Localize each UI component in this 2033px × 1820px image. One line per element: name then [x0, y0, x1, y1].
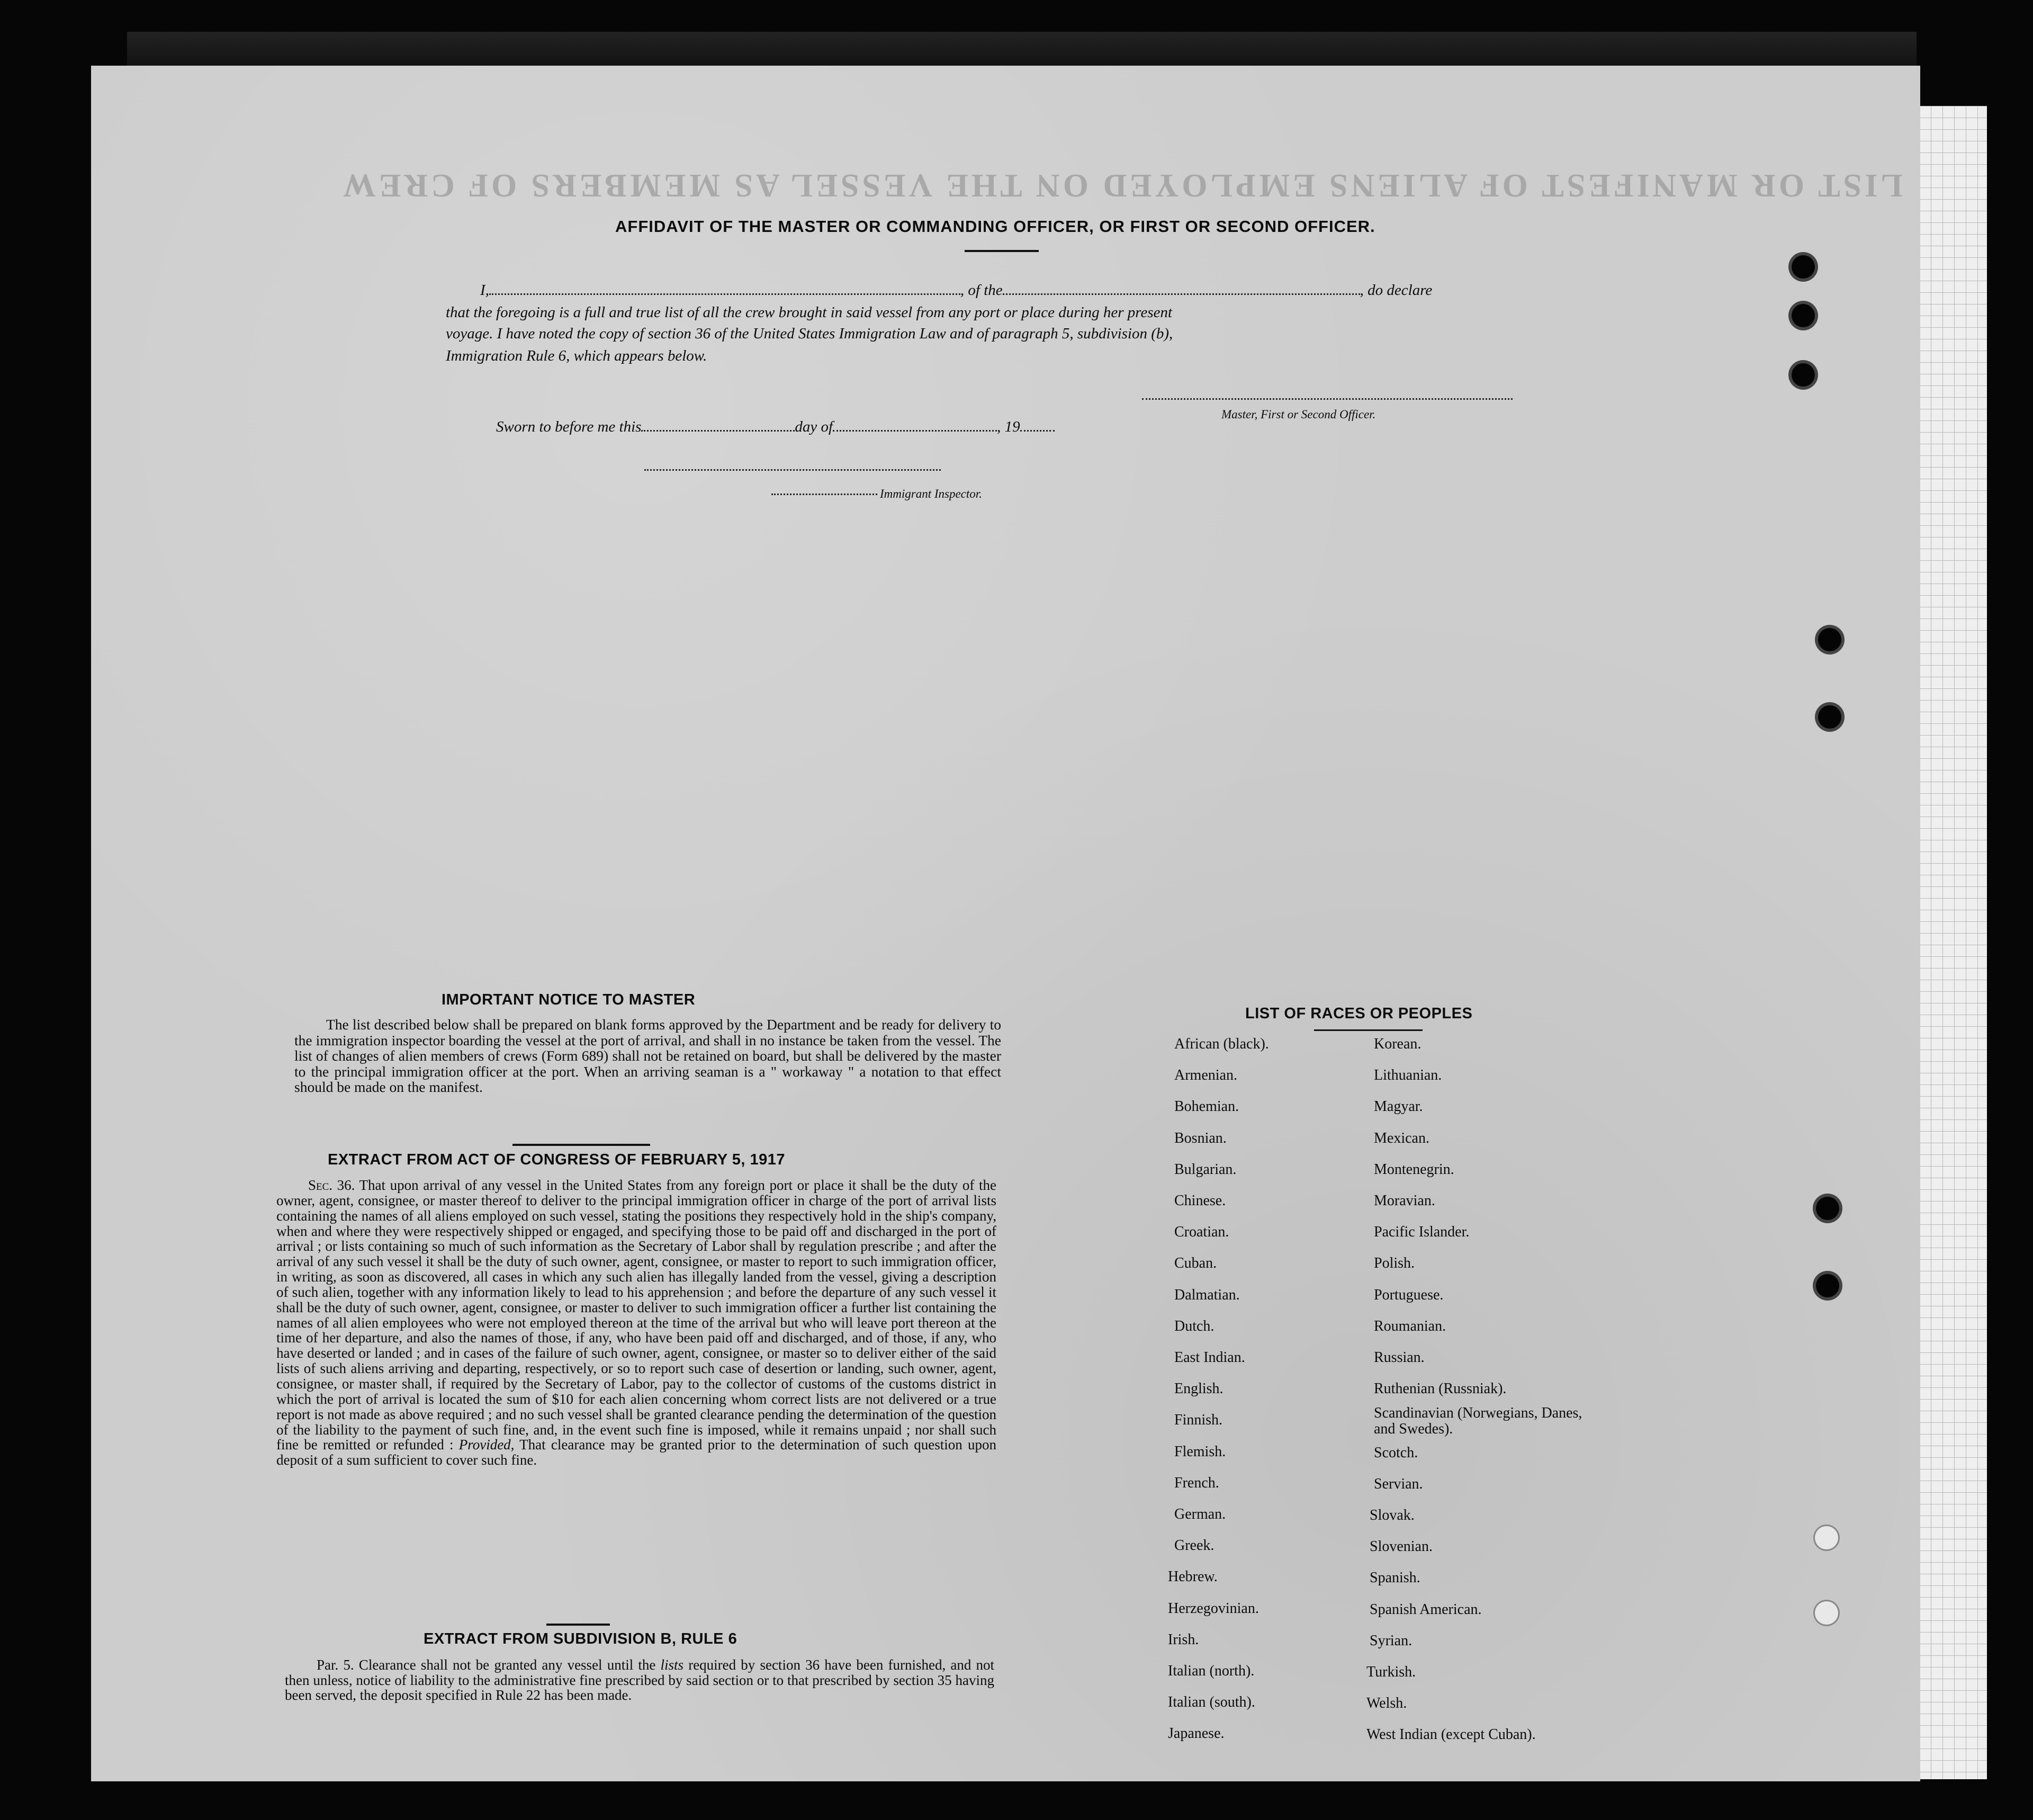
race-item: Greek. [1174, 1537, 1215, 1554]
sworn-line [496, 418, 1055, 436]
affidavit-line-3: voyage. I have noted the copy of section 36 of the United States Immigration Law and of paragraph 5, subdivision (b), [446, 325, 1173, 342]
race-item: Bohemian. [1174, 1098, 1239, 1115]
race-item: Pacific Islander. [1374, 1224, 1470, 1241]
binder-hole [1818, 705, 1841, 729]
affidavit-i: I, [480, 282, 489, 299]
section-rule [512, 1144, 650, 1146]
binder-hole [1792, 363, 1815, 387]
race-item: Cuban. [1174, 1255, 1217, 1272]
title-underline [965, 250, 1039, 252]
proviso-text: That clearance may be granted prior to the determination of such question upon deposit of a sum sufficient to cover such fine. [276, 1437, 997, 1468]
race-item: Flemish. [1174, 1443, 1226, 1460]
act-extract-title: EXTRACT FROM ACT OF CONGRESS OF FEBRUARY 5, 1917 [328, 1151, 786, 1168]
affidavit-line-1 [480, 282, 1432, 299]
race-item: Japanese. [1168, 1725, 1225, 1742]
sworn-year: , 19 [997, 418, 1020, 435]
race-item: Scandinavian (Norwegians, Danes, and Swedes). [1374, 1405, 1582, 1438]
race-item: Mexican. [1374, 1129, 1429, 1146]
race-item: Italian (north). [1168, 1663, 1255, 1679]
race-item: Lithuanian. [1374, 1067, 1442, 1084]
vessel-blank [1003, 293, 1360, 295]
binder-hole [1815, 1601, 1838, 1625]
binder-hole [1815, 1526, 1838, 1549]
sec-label: Sec. 36. [308, 1177, 355, 1193]
race-item: Spanish American. [1370, 1601, 1482, 1618]
binder-hole [1792, 255, 1815, 279]
race-item: Montenegrin. [1374, 1161, 1454, 1178]
proviso-label: Provided, [458, 1437, 515, 1453]
race-item: Turkish. [1366, 1664, 1416, 1680]
race-item: Servian. [1374, 1475, 1423, 1492]
affidavit-title: AFFIDAVIT OF THE MASTER OR COMMANDING OFFICER, OR FIRST OR SECOND OFFICER. [615, 217, 1375, 236]
sworn-day-of: day of [795, 418, 833, 435]
date-blank [641, 430, 795, 432]
race-item: Dutch. [1174, 1317, 1215, 1334]
race-item: English. [1174, 1380, 1224, 1397]
race-item: Russian. [1374, 1349, 1425, 1366]
inspector-signature-line [644, 469, 941, 471]
binder-hole [1818, 628, 1841, 651]
race-item: Italian (south). [1168, 1694, 1255, 1711]
race-item: Finnish. [1174, 1412, 1223, 1429]
rule-paragraph [285, 1657, 994, 1703]
section-rule [546, 1624, 610, 1626]
document-page [91, 66, 1920, 1781]
year-blank [1020, 430, 1055, 432]
race-item: Bulgarian. [1174, 1161, 1237, 1178]
affidavit-do-declare: , do declare [1360, 282, 1433, 299]
race-item: Herzegovinian. [1168, 1600, 1259, 1617]
rule-text-b: required by section 36 have been furnished, and not then unless, notice of liability to the administrative fine prescribed by said section or to that prescribed by section 35 having been served, the deposit specified in Rule 22 has been made. [285, 1657, 995, 1703]
affidavit-line-2: that the foregoing is a full and true list of all the crew brought in said vessel from any port or place during her present [446, 304, 1173, 321]
act-extract-body [276, 1178, 996, 1468]
race-item: Syrian. [1370, 1632, 1413, 1649]
act-text: That upon arrival of any vessel in the United States from any foreign port or place it shall be the duty of the owner, agent, consignee, or master thereof to deliver to the principal immigration officer in charge of the port of arrival lists containing the names of all aliens employed on such vessel, stating the positions they respectively hold in the ship's company, when and where they were respectively shipped or engaged, and specifying those to be paid off and discharged in the port of arrival ; or lists containing so much of such information as the Secretary of Labor shall by regulation prescribe ; and after the arrival of any such vessel it shall be the duty of such owner, agent, consignee, or master to report to such immigration officer, in writing, as soon as discovered, all cases in which any such alien has illegally landed from the vessel, giving a description of such alien, together with any information likely to lead to his apprehension ; and before the departure of any such vessel it shall be the duty of such owner, agent, consignee, or master to deliver to such immigration officer a further list containing the names of all alien employees who were not employed thereon at the time of the arrival but who will leave port thereon at the time of her departure, and also the names of those, if any, who have been paid off and discharged, and of those, if any, who have deserted or landed ; and in cases of the failure of such owner, agent, consignee, or master so to deliver either of the said lists of such aliens arriving and departing, respectively, or so to report such case of desertion or landing, such owner, agent, consignee, or master shall, if required by the Secretary of Labor, pay to the collector of customs of the customs district in which the port of arrival is located the sum of $10 for each alien concerning whom correct lists are not delivered or a true report is not made as above required ; and no such vessel shall be granted clearance pending the determination of the question of the liability to the payment of such fine, and, in the event such fine is imposed, while it remains unpaid ; nor shall such fine be remitted or refunded : [276, 1177, 996, 1453]
binder-hole [1816, 1274, 1839, 1297]
race-item: East Indian. [1174, 1349, 1245, 1366]
month-blank [833, 430, 997, 432]
rule-extract-title: EXTRACT FROM SUBDIVISION B, RULE 6 [424, 1630, 737, 1647]
race-item: Spanish. [1370, 1570, 1420, 1586]
sworn-prefix: Sworn to before me this [496, 418, 642, 435]
race-item: Slovenian. [1370, 1538, 1433, 1555]
race-item: West Indian (except Cuban). [1366, 1726, 1536, 1743]
race-item: Moravian. [1374, 1193, 1435, 1209]
race-item: French. [1174, 1474, 1219, 1491]
race-item: Roumanian. [1374, 1317, 1446, 1334]
race-item: Polish. [1374, 1255, 1415, 1272]
notice-title: IMPORTANT NOTICE TO MASTER [442, 991, 696, 1008]
show-through-title: LIST OR MANIFEST OF ALIENS EMPLOYED ON THE VESSEL AS MEMBERS OF CREW [340, 167, 1903, 203]
race-item: Slovak. [1370, 1507, 1415, 1523]
race-item: Armenian. [1174, 1067, 1237, 1084]
rule-text-a: Par. 5. Clearance shall not be granted any vessel until the [317, 1657, 656, 1673]
notice-paragraph: The list described below shall be prepared on blank forms approved by the Department and be ready for delivery to the immigration inspector boarding the vessel at the port of arrival, and shall in no instance be taken from the vessel. The list of changes of alien members of crews (Form 689) shall not be retained on board, but shall be delivered by the master to the principal immigration officer at the port. When an arriving seaman is a " workaway " a notation to that effect should be made on the manifest. [294, 1016, 1001, 1095]
race-item: Hebrew. [1168, 1568, 1218, 1585]
races-title-underline [1314, 1029, 1423, 1031]
race-item: Korean. [1374, 1036, 1422, 1052]
rule-extract-body [285, 1657, 994, 1703]
rule-lists-word: lists [660, 1657, 684, 1673]
affidavit-of-the: , of the [960, 282, 1003, 299]
scan-edge [127, 32, 1917, 69]
races-title: LIST OF RACES OR PEOPLES [1245, 1005, 1473, 1022]
act-paragraph [276, 1178, 996, 1468]
race-item: Irish. [1168, 1631, 1199, 1648]
race-item: African (black). [1174, 1036, 1269, 1052]
affidavit-line-4: Immigration Rule 6, which appears below. [446, 347, 707, 364]
binder-hole [1816, 1197, 1839, 1220]
inspector-label: Immigrant Inspector. [880, 487, 982, 500]
master-signature-label: Master, First or Second Officer. [1221, 408, 1376, 421]
race-item: Magyar. [1374, 1098, 1423, 1115]
race-item: Bosnian. [1174, 1129, 1227, 1146]
race-item: Portuguese. [1374, 1286, 1444, 1303]
name-blank [489, 293, 960, 295]
race-item: Scotch. [1374, 1444, 1418, 1461]
inspector-signature-line-2 [771, 494, 877, 495]
master-signature-line [1142, 398, 1513, 400]
notice-body [294, 1017, 1001, 1095]
race-item: Croatian. [1174, 1224, 1229, 1241]
race-item: Chinese. [1174, 1193, 1226, 1209]
race-item: Welsh. [1366, 1695, 1407, 1712]
race-item: Dalmatian. [1174, 1286, 1240, 1303]
race-item: Ruthenian (Russniak). [1374, 1380, 1507, 1397]
binder-hole [1792, 304, 1815, 327]
race-item: German. [1174, 1506, 1226, 1522]
